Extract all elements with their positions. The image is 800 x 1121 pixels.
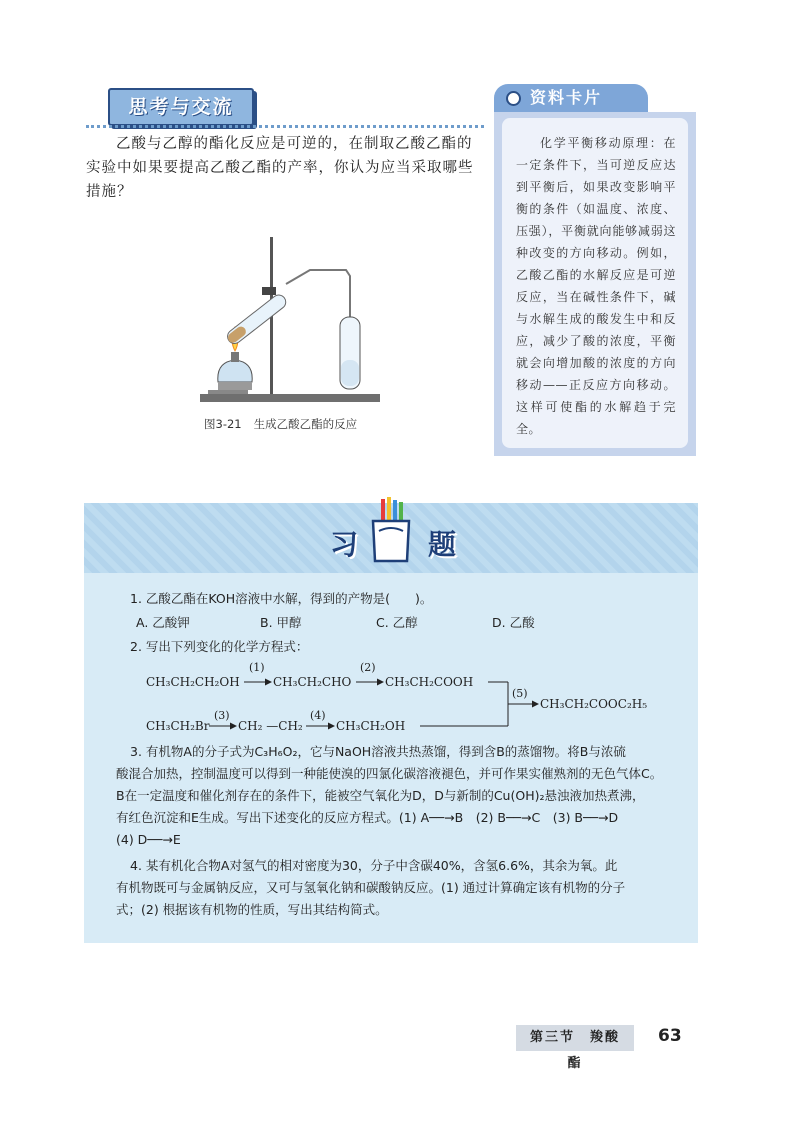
question-2: 2. 写出下列变化的化学方程式： xyxy=(130,639,309,654)
dotted-divider xyxy=(86,125,484,128)
compound-bromoethane: CH₃CH₂Br xyxy=(146,719,210,733)
compound-ethyl-propanoate: CH₃CH₂COOC₂H₅ xyxy=(540,697,648,711)
exercises-title-left: 习 xyxy=(330,528,359,561)
option-d: D. 乙酸 xyxy=(492,615,535,630)
page-number: 63 xyxy=(658,1026,682,1046)
compound-propanoic-acid: CH₃CH₂COOH xyxy=(385,675,474,689)
question-3-line-1: 3. 有机物A的分子式为C₃H₆O₂，它与NaOH溶液共热蒸馏，得到含B的蒸馏物。将B与浓硫 xyxy=(130,744,626,759)
question-3-line-5: (4) D──→E xyxy=(116,832,181,847)
pencil-cup-icon xyxy=(367,497,415,567)
bullet-circle-icon xyxy=(506,91,521,106)
section-label xyxy=(516,1025,636,1071)
section-label-text: 第三节 羧酸 酯 xyxy=(529,1030,636,1071)
info-card-tab xyxy=(494,84,648,112)
exercises-title-right: 题 xyxy=(428,528,457,561)
info-card xyxy=(494,112,696,456)
question-4-line-2: 有机物既可与金属钠反应，又可与氢氧化钠和碳酸钠反应。(1) 通过计算确定该有机物的分子 xyxy=(116,880,626,895)
esterification-apparatus-illustration xyxy=(190,232,390,412)
question-3 xyxy=(116,741,670,851)
step-2-label: (2) xyxy=(360,661,376,674)
question-4-line-1: 4. 某有机化合物A对氢气的相对密度为30，分子中含碳40%，含氢6.6%，其余为氧。此 xyxy=(130,858,618,873)
compound-propanol: CH₃CH₂CH₂OH xyxy=(146,675,240,689)
step-3-label: (3) xyxy=(214,709,230,722)
question-1: 1. 乙酸乙酯在KOH溶液中水解，得到的产物是( )。 xyxy=(130,591,433,606)
step-5-label: (5) xyxy=(512,687,528,700)
question-4 xyxy=(116,855,670,921)
option-c: C. 乙醇 xyxy=(376,615,418,630)
step-4-label: (4) xyxy=(310,709,326,722)
exercises-panel xyxy=(84,573,698,943)
think-discuss-body: 乙酸与乙醇的酯化反应是可逆的，在制取乙酸乙酯的实验中如果要提高乙酸乙酯的产率，你认为应当采取哪些措施？ xyxy=(86,136,474,200)
figure-caption xyxy=(204,416,369,432)
question-3-line-4: 有红色沉淀和E生成。写出下述变化的反应方程式。(1) A──→B (2) B──→C (3) B──→D xyxy=(116,810,619,825)
compound-propanal: CH₃CH₂CHO xyxy=(273,675,352,689)
figure-number: 图3-21 xyxy=(204,417,242,431)
question-3-line-3: B在一定温度和催化剂存在的条件下，能被空气氧化为D，D与新制的Cu(OH)₂悬浊液加热煮沸， xyxy=(116,788,645,803)
compound-ethanol: CH₃CH₂OH xyxy=(336,719,406,733)
figure-caption-text: 生成乙酸乙酯的反应 xyxy=(253,417,358,431)
option-a: A. 乙酸钾 xyxy=(136,615,190,630)
step-1-label: (1) xyxy=(249,661,265,674)
info-card-title: 资料卡片 xyxy=(530,88,603,107)
info-card-body: 化学平衡移动原理：在一定条件下，当可逆反应达到平衡后，如果改变影响平衡的条件（如温度、浓度、压强），平衡就向能够减弱这种改变的方向移动。例如，乙酸乙酯的水解反应是可逆反应，当在碱性条件下，碱与水解生成的酸发生中和反应，减少了酸的浓度，平衡就会向增加酸的浓度的方向移动——正反应方向移动。这样可使酯的水解趋于完全。 xyxy=(516,136,676,436)
question-4-line-3: 式；(2) 根据该有机物的性质，写出其结构简式。 xyxy=(116,902,388,917)
exercises-banner xyxy=(84,503,698,573)
option-b: B. 甲醇 xyxy=(260,615,302,630)
question-3-line-2: 酸混合加热，控制温度可以得到一种能使溴的四氯化碳溶液褪色，并可作果实催熟剂的无色气体C。 xyxy=(116,766,663,781)
think-discuss-header xyxy=(108,88,254,126)
think-discuss-title: 思考与交流 xyxy=(128,96,234,118)
compound-ethylene: CH₂ —CH₂ xyxy=(238,719,303,733)
info-card-inner xyxy=(502,118,688,448)
